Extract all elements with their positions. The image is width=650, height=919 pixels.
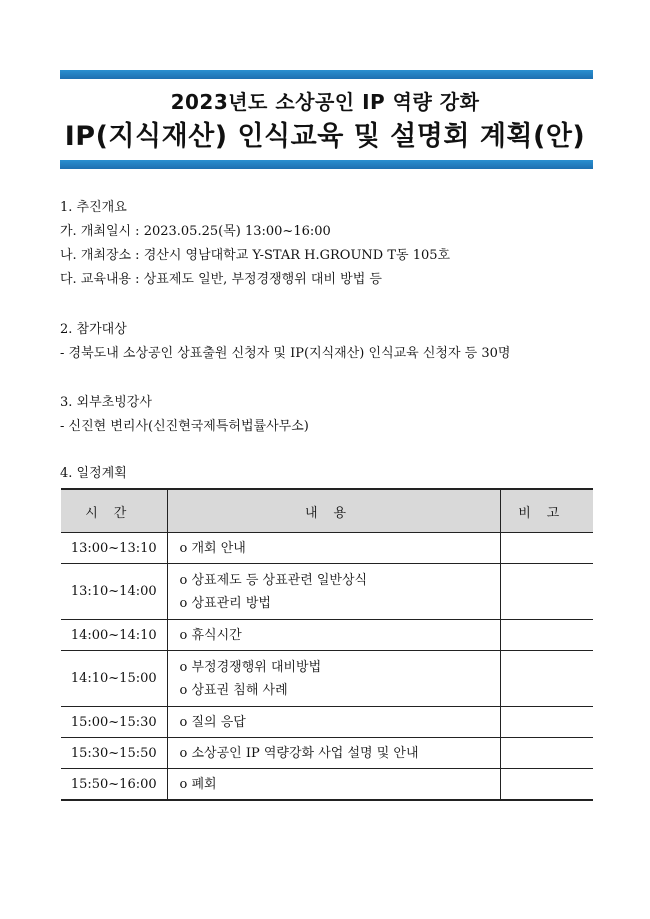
section3-item-lecturer: - 신진현 변리사(신진현국제특허법률사무소) xyxy=(60,419,309,434)
row-content xyxy=(167,651,500,707)
row-note xyxy=(500,564,593,620)
title-top-bar xyxy=(60,70,593,79)
header-time: 시간 xyxy=(61,489,167,533)
table-row xyxy=(61,564,593,620)
schedule-header-row xyxy=(61,489,593,533)
section3-heading: 3. 외부초빙강사 xyxy=(60,395,152,410)
row-item: o 상표권 침해 사례 xyxy=(179,682,288,698)
row-note xyxy=(500,769,593,801)
section2-heading: 2. 참가대상 xyxy=(60,322,127,337)
row-content xyxy=(167,620,500,651)
document-title-line2: IP(지식재산) 인식교육 및 설명회 계획(안) xyxy=(64,121,586,152)
row-content xyxy=(167,769,500,801)
row-time: 15:50~16:00 xyxy=(61,769,167,801)
table-row xyxy=(61,707,593,738)
section1-heading: 1. 추진개요 xyxy=(60,200,127,215)
table-row xyxy=(61,769,593,801)
row-time: 13:10~14:00 xyxy=(61,564,167,620)
row-time: 13:00~13:10 xyxy=(61,533,167,564)
schedule-table xyxy=(61,488,593,801)
header-content: 내용 xyxy=(167,489,500,533)
row-content xyxy=(167,707,500,738)
table-row xyxy=(61,533,593,564)
section2-item-participants: - 경북도내 소상공인 상표출원 신청자 및 IP(지식재산) 인식교육 신청자 등 30명 xyxy=(60,346,511,361)
row-content xyxy=(167,738,500,769)
row-item: o 질의 응답 xyxy=(179,714,246,730)
row-item: o 상표관리 방법 xyxy=(179,595,271,611)
section1-item-venue: 나. 개최장소 : 경산시 영남대학교 Y-STAR H.GROUND T동 105호 xyxy=(60,248,451,263)
row-time: 14:10~15:00 xyxy=(61,651,167,707)
row-note xyxy=(500,707,593,738)
table-row xyxy=(61,738,593,769)
header-note: 비고 xyxy=(500,489,593,533)
row-content xyxy=(167,564,500,620)
row-time: 14:00~14:10 xyxy=(61,620,167,651)
row-content xyxy=(167,533,500,564)
row-item: o 상표제도 등 상표관련 일반상식 xyxy=(179,572,368,588)
row-time: 15:30~15:50 xyxy=(61,738,167,769)
table-row xyxy=(61,620,593,651)
section1-item-content: 다. 교육내용 : 상표제도 일반, 부정경쟁행위 대비 방법 등 xyxy=(60,272,382,287)
row-note xyxy=(500,738,593,769)
section1-item-date: 가. 개최일시 : 2023.05.25(목) 13:00~16:00 xyxy=(60,224,331,239)
row-note xyxy=(500,533,593,564)
row-note xyxy=(500,620,593,651)
title-bottom-bar xyxy=(60,160,593,169)
section4-heading: 4. 일정계획 xyxy=(60,466,127,481)
table-row xyxy=(61,651,593,707)
row-item: o 휴식시간 xyxy=(179,627,242,643)
row-note xyxy=(500,651,593,707)
row-item: o 소상공인 IP 역량강화 사업 설명 및 안내 xyxy=(179,745,419,761)
document-title-line1: 2023년도 소상공인 IP 역량 강화 xyxy=(170,90,480,114)
row-time: 15:00~15:30 xyxy=(61,707,167,738)
row-item: o 폐회 xyxy=(179,776,217,792)
row-item: o 개회 안내 xyxy=(179,540,246,556)
row-item: o 부정경쟁행위 대비방법 xyxy=(179,659,322,675)
